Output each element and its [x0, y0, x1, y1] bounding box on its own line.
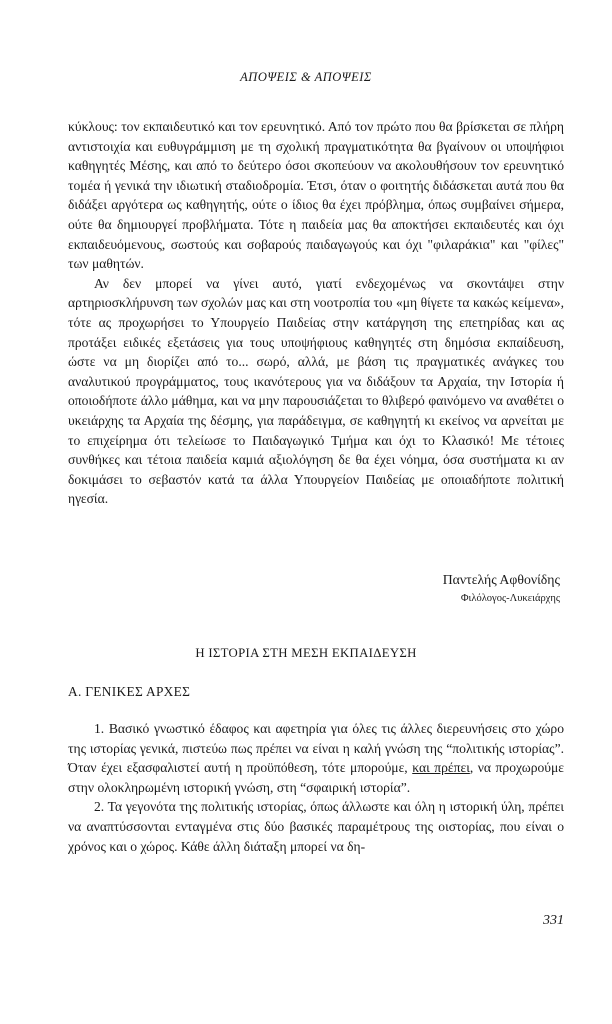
paragraph-2: Αν δεν μπορεί να γίνει αυτό, γιατί ενδεχομένως να σκοντάψει στην αρτηριοσκλήρυνση των σχολών μας και στη νοοτροπία του «μη θίγετε τα κακώς κείμενα», τότε ας προχωρήσει το Υπουργείο Παιδείας στην κατάργηση της επετηρίδας και ας προτάξει ειδικές εξετάσεις για τους υποψήφιους καθηγητές στη δημόσια εκπαίδευση, ώστε να μη διορίζει από το... σωρό, αλλά, με βάση τις πραγματικές ανάγκες του αναλυτικού προγράμματος, τους ικανότερους για να διδάξουν τα Αρχαία, την Ιστορία ή οποιοδήποτε άλλο μάθημα, και να μην παρουσιάζεται το θλιβερό φαινόμενο να αναθέτει ο υκειάρχης τα Αρχαία της δέσμης, για παράδειγμα, σε καθηγητή κι εκείνος να αρνείται με το επιχείρημα ότι τελείωσε το Παιδαγωγικό Τμήμα και όχι το Κλασικό! Με τέτοιες συνθήκες και τέτοια παιδεία καμιά αξιολόγηση δε θα έχει νόημα, όσα συστήματα κι αν δοκιμάσει το σεβαστόν κατά τα άλλα Υπουργείον Παιδείας με οποιαδήποτε πολιτική ηγεσία. [68, 275, 564, 507]
page-number: 331 [543, 913, 564, 928]
author-name: Παντελής Αφθονίδης [442, 572, 560, 587]
running-head: ΑΠΟΨΕΙΣ & ΑΠΟΨΕΙΣ [240, 70, 372, 84]
subsection-title: Α. ΓΕΝΙΚΕΣ ΑΡΧΕΣ [68, 684, 191, 699]
point-1-underlined: και πρέπει [412, 760, 470, 776]
article-body [68, 117, 564, 509]
section-body [68, 719, 564, 856]
point-2: 2. Τα γεγονότα της πολιτικής ιστορίας, όπως άλλωστε και όλη η ιστορική ύλη, πρέπει να αναπτύσσονται ενταγμένα στις δύο βασικές παραμέτρους της οιστορίας, που είναι ο χρόνος και ο χώρος. Κάθε άλλη διάταξη μπορεί να δη- [68, 799, 564, 854]
paragraph-1: κύκλους: τον εκπαιδευτικό και τον ερευνητικό. Από τον πρώτο που θα βρίσκεται σε πλήρη αντιστοιχία και ευθυγράμμιση με τη σχολική πραγματικότητα θα βγαίνουν οι υποψήφιοι καθηγητές Μέσης, και από το δεύτερο όσοι σκοπεύουν να ακολουθήσουν τον ερευνητικό τομέα ή γενικά την ιδιωτική σταδιοδρομία. Έτσι, όταν ο φοιτητής διδάσκεται αυτά που θα διδάξει αργότερα ως καθηγητής, ούτε ο ίδιος θα έχει πρόβλημα, όπως συμβαίνει σήμερα, ούτε θα δημιουργεί προβλήματα. Τότε η παιδεία μας θα αποκτήσει εκπαιδευτές και όχι εκπαιδευόμενους, σωστούς και σοβαρούς παιδαγωγούς και όχι "φιλαράκια" και "φίλες" των μαθητών. [68, 119, 564, 272]
author-signature [443, 570, 560, 608]
point-1-text-b: , να προχωρούμε στην ολοκληρωμένη ιστορική γνώση, στη “σφαιρική ιστορία”. [68, 760, 564, 795]
point-1-text-a: 1. Βασικό γνωστικό έδαφος και αφετηρία για όλες τις άλλες διερευνήσεις στο χώρο της ιστορίας γενικά, πιστεύω πως πρέπει να είναι η καλή γνώση της “πολιτικής ιστορίας”. Όταν έχει εξασφαλιστεί αυτή η προϋπόθεση, τότε μπορούμε, [68, 721, 564, 776]
section-title: Η ΙΣΤΟΡΙΑ ΣΤΗ ΜΕΣΗ ΕΚΠΑΙΔΕΥΣΗ [195, 646, 417, 660]
point-1 [68, 719, 564, 797]
author-role: Φιλόλογος-Λυκειάρχης [460, 593, 560, 604]
